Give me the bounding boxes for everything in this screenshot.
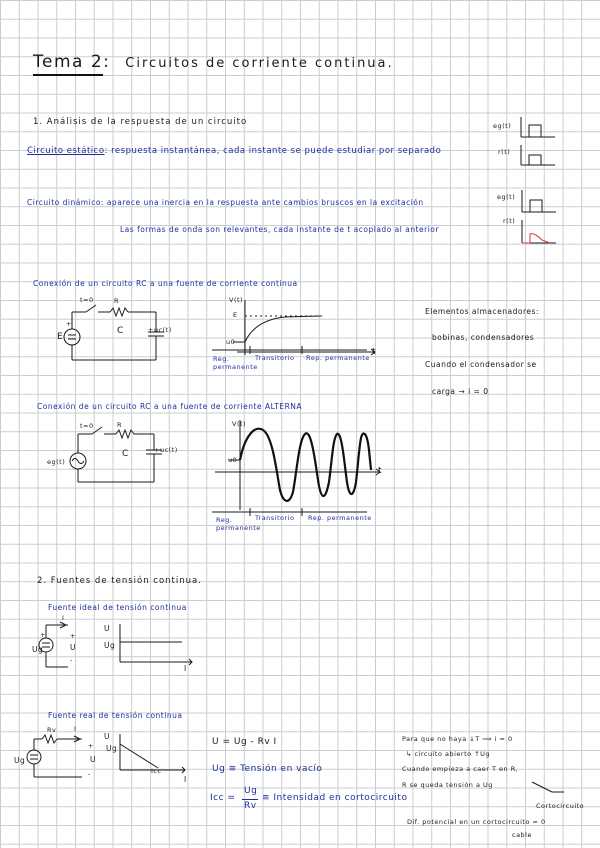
rc-ac-uc-label: +uc(t) bbox=[154, 446, 178, 454]
real-graph-U-label: U bbox=[104, 732, 110, 741]
section-1-heading: 1. Análisis de la respuesta de un circuito bbox=[33, 117, 248, 127]
right-note-6: Dif. potencial en un cortocircuito = 0 bbox=[407, 818, 546, 826]
rc-dc-transitorio: Transitorio bbox=[255, 354, 295, 362]
equation-3-denominator: Rv bbox=[244, 801, 257, 811]
dynamic-circuit-text: : aparece una inercia en la respuesta ante cambios bruscos en la excitación bbox=[100, 198, 424, 207]
real-graph-Ug-label: Ug bbox=[106, 744, 118, 753]
rc-ac-oscillation-graph bbox=[215, 420, 385, 515]
rc-dc-E-level: E bbox=[233, 311, 238, 319]
equation-1: U = Ug - Rv I bbox=[212, 737, 277, 747]
ideal-plus-label-2: + bbox=[70, 632, 76, 640]
rc-dc-vt-label: V(t) bbox=[229, 296, 244, 304]
rc-ac-circuit-diagram bbox=[36, 416, 196, 496]
rc-dc-R-label: R bbox=[114, 297, 120, 305]
rc-ac-R-label: R bbox=[117, 421, 123, 429]
real-graph-Icc-label: Icc bbox=[151, 767, 162, 775]
ideal-plus-label: + bbox=[40, 631, 46, 639]
page-title bbox=[33, 52, 394, 72]
static-circuit-label: Circuito estático bbox=[27, 146, 105, 156]
real-minus-label: - bbox=[88, 770, 91, 778]
side-note-line-4: carga → i = 0 bbox=[432, 387, 489, 396]
rc-dc-reg-perm: Reg. permanente bbox=[213, 355, 258, 371]
ideal-minus-label: - bbox=[70, 656, 73, 664]
ideal-Ug-label: Ug bbox=[32, 645, 44, 654]
short-circuit-arrow bbox=[530, 778, 570, 798]
rc-ac-vt-label: V(t) bbox=[232, 420, 247, 428]
rc-ac-heading: Conexión de un circuito RC a una fuente de corriente ALTERNA bbox=[37, 402, 303, 411]
right-note-1: Para que no haya ↓T ⟹ i = 0 bbox=[402, 735, 513, 743]
real-graph-I-label: I bbox=[184, 775, 187, 784]
equation-2: Ug ≡ Tensión en vacío bbox=[212, 764, 323, 774]
rc-dc-C-label: C bbox=[117, 326, 124, 336]
ideal-I-label: I bbox=[62, 614, 65, 622]
right-note-2: ↳ circuito abierto ↑Ug bbox=[406, 750, 491, 758]
ideal-source-graph bbox=[112, 622, 202, 672]
equation-3-rhs: ≡ Intensidad en cortocircuito bbox=[262, 793, 408, 803]
equation-3-numerator: Ug bbox=[244, 786, 258, 796]
rc-ac-t-axis: t bbox=[378, 466, 383, 476]
eg-label-1: eg(t) bbox=[493, 122, 512, 130]
rc-dc-plus-label: + bbox=[66, 320, 72, 328]
real-source-heading: Fuente real de tensión continua bbox=[48, 711, 183, 720]
real-U-label: U bbox=[90, 755, 96, 764]
real-plus-label: + bbox=[88, 742, 94, 750]
static-circuit-line bbox=[27, 146, 441, 156]
rt-label-1: r(t) bbox=[498, 148, 511, 156]
static-circuit-text: : respuesta instantánea, cada instante se puede estudiar por separado bbox=[104, 146, 442, 156]
equation-3-lhs: Icc = bbox=[210, 793, 236, 803]
side-note-line-2: bobinas, condensadores bbox=[432, 333, 535, 342]
dynamic-circuit-line bbox=[27, 198, 424, 207]
ideal-U-label: U bbox=[70, 643, 76, 652]
rc-ac-region-axis bbox=[212, 506, 372, 518]
side-note-line-1: Elementos almacenadores: bbox=[425, 307, 539, 316]
rc-ac-eg-label: eg(t) bbox=[47, 458, 66, 466]
right-note-5: Cortocircuito bbox=[536, 802, 585, 810]
rc-dc-uc-label: +uc(t) bbox=[148, 326, 172, 334]
rc-dc-u0-label: u0 bbox=[226, 338, 236, 346]
title-rest: Circuitos de corriente continua. bbox=[125, 56, 394, 71]
rc-ac-rep-perm: Rep. permanente bbox=[308, 514, 372, 522]
title-tema: Tema 2 bbox=[33, 52, 104, 72]
rc-ac-C-label: C bbox=[122, 449, 129, 459]
right-note-4: R se queda tensión a Ug bbox=[402, 781, 493, 789]
dynamic-circuit-text-2: Las formas de onda son relevantes, cada instante de t acoplado al anterior bbox=[120, 225, 439, 234]
rc-ac-switch-label: t=0 bbox=[80, 422, 94, 430]
title-colon: : bbox=[103, 52, 111, 72]
rc-dc-heading: Conexión de un circuito RC a una fuente de corriente continua bbox=[33, 279, 298, 288]
ideal-graph-U-label: U bbox=[104, 624, 110, 633]
right-note-3: Cuando empieza a caer T en R, bbox=[402, 765, 519, 773]
rc-ac-transitorio: Transitorio bbox=[255, 514, 295, 522]
ideal-graph-I-label: I bbox=[184, 664, 187, 673]
rc-dc-region-axis bbox=[212, 344, 372, 356]
rc-dc-t-axis: t bbox=[372, 347, 377, 357]
ideal-graph-Ug-label: Ug bbox=[104, 641, 116, 650]
right-note-7: cable bbox=[512, 831, 532, 839]
real-Ug-label: Ug bbox=[14, 756, 26, 765]
rc-dc-rep-perm: Rep. permanente bbox=[306, 354, 370, 362]
real-I-label: I bbox=[74, 725, 77, 733]
excitation-response-dynamic-icon bbox=[516, 188, 561, 248]
eg-label-2: eg(t) bbox=[497, 193, 516, 201]
real-Rv-label: Rv bbox=[47, 726, 57, 734]
rc-dc-switch-label: t=0 bbox=[80, 296, 94, 304]
rc-ac-reg-perm: Reg. permanente bbox=[216, 516, 261, 532]
rc-dc-E-label: E bbox=[57, 332, 64, 342]
section-2-heading: 2. Fuentes de tensión continua. bbox=[37, 576, 202, 586]
side-note-line-3: Cuando el condensador se bbox=[425, 360, 537, 369]
title-underline bbox=[33, 74, 103, 76]
ideal-source-heading: Fuente ideal de tensión continua bbox=[48, 603, 187, 612]
rc-ac-u0-label: u0 bbox=[228, 456, 238, 464]
rt-label-2: r(t) bbox=[503, 217, 516, 225]
excitation-response-static-icon bbox=[515, 115, 560, 170]
equation-3-fraction-bar bbox=[242, 799, 258, 800]
dynamic-circuit-label: Circuito dinámico bbox=[27, 198, 101, 207]
